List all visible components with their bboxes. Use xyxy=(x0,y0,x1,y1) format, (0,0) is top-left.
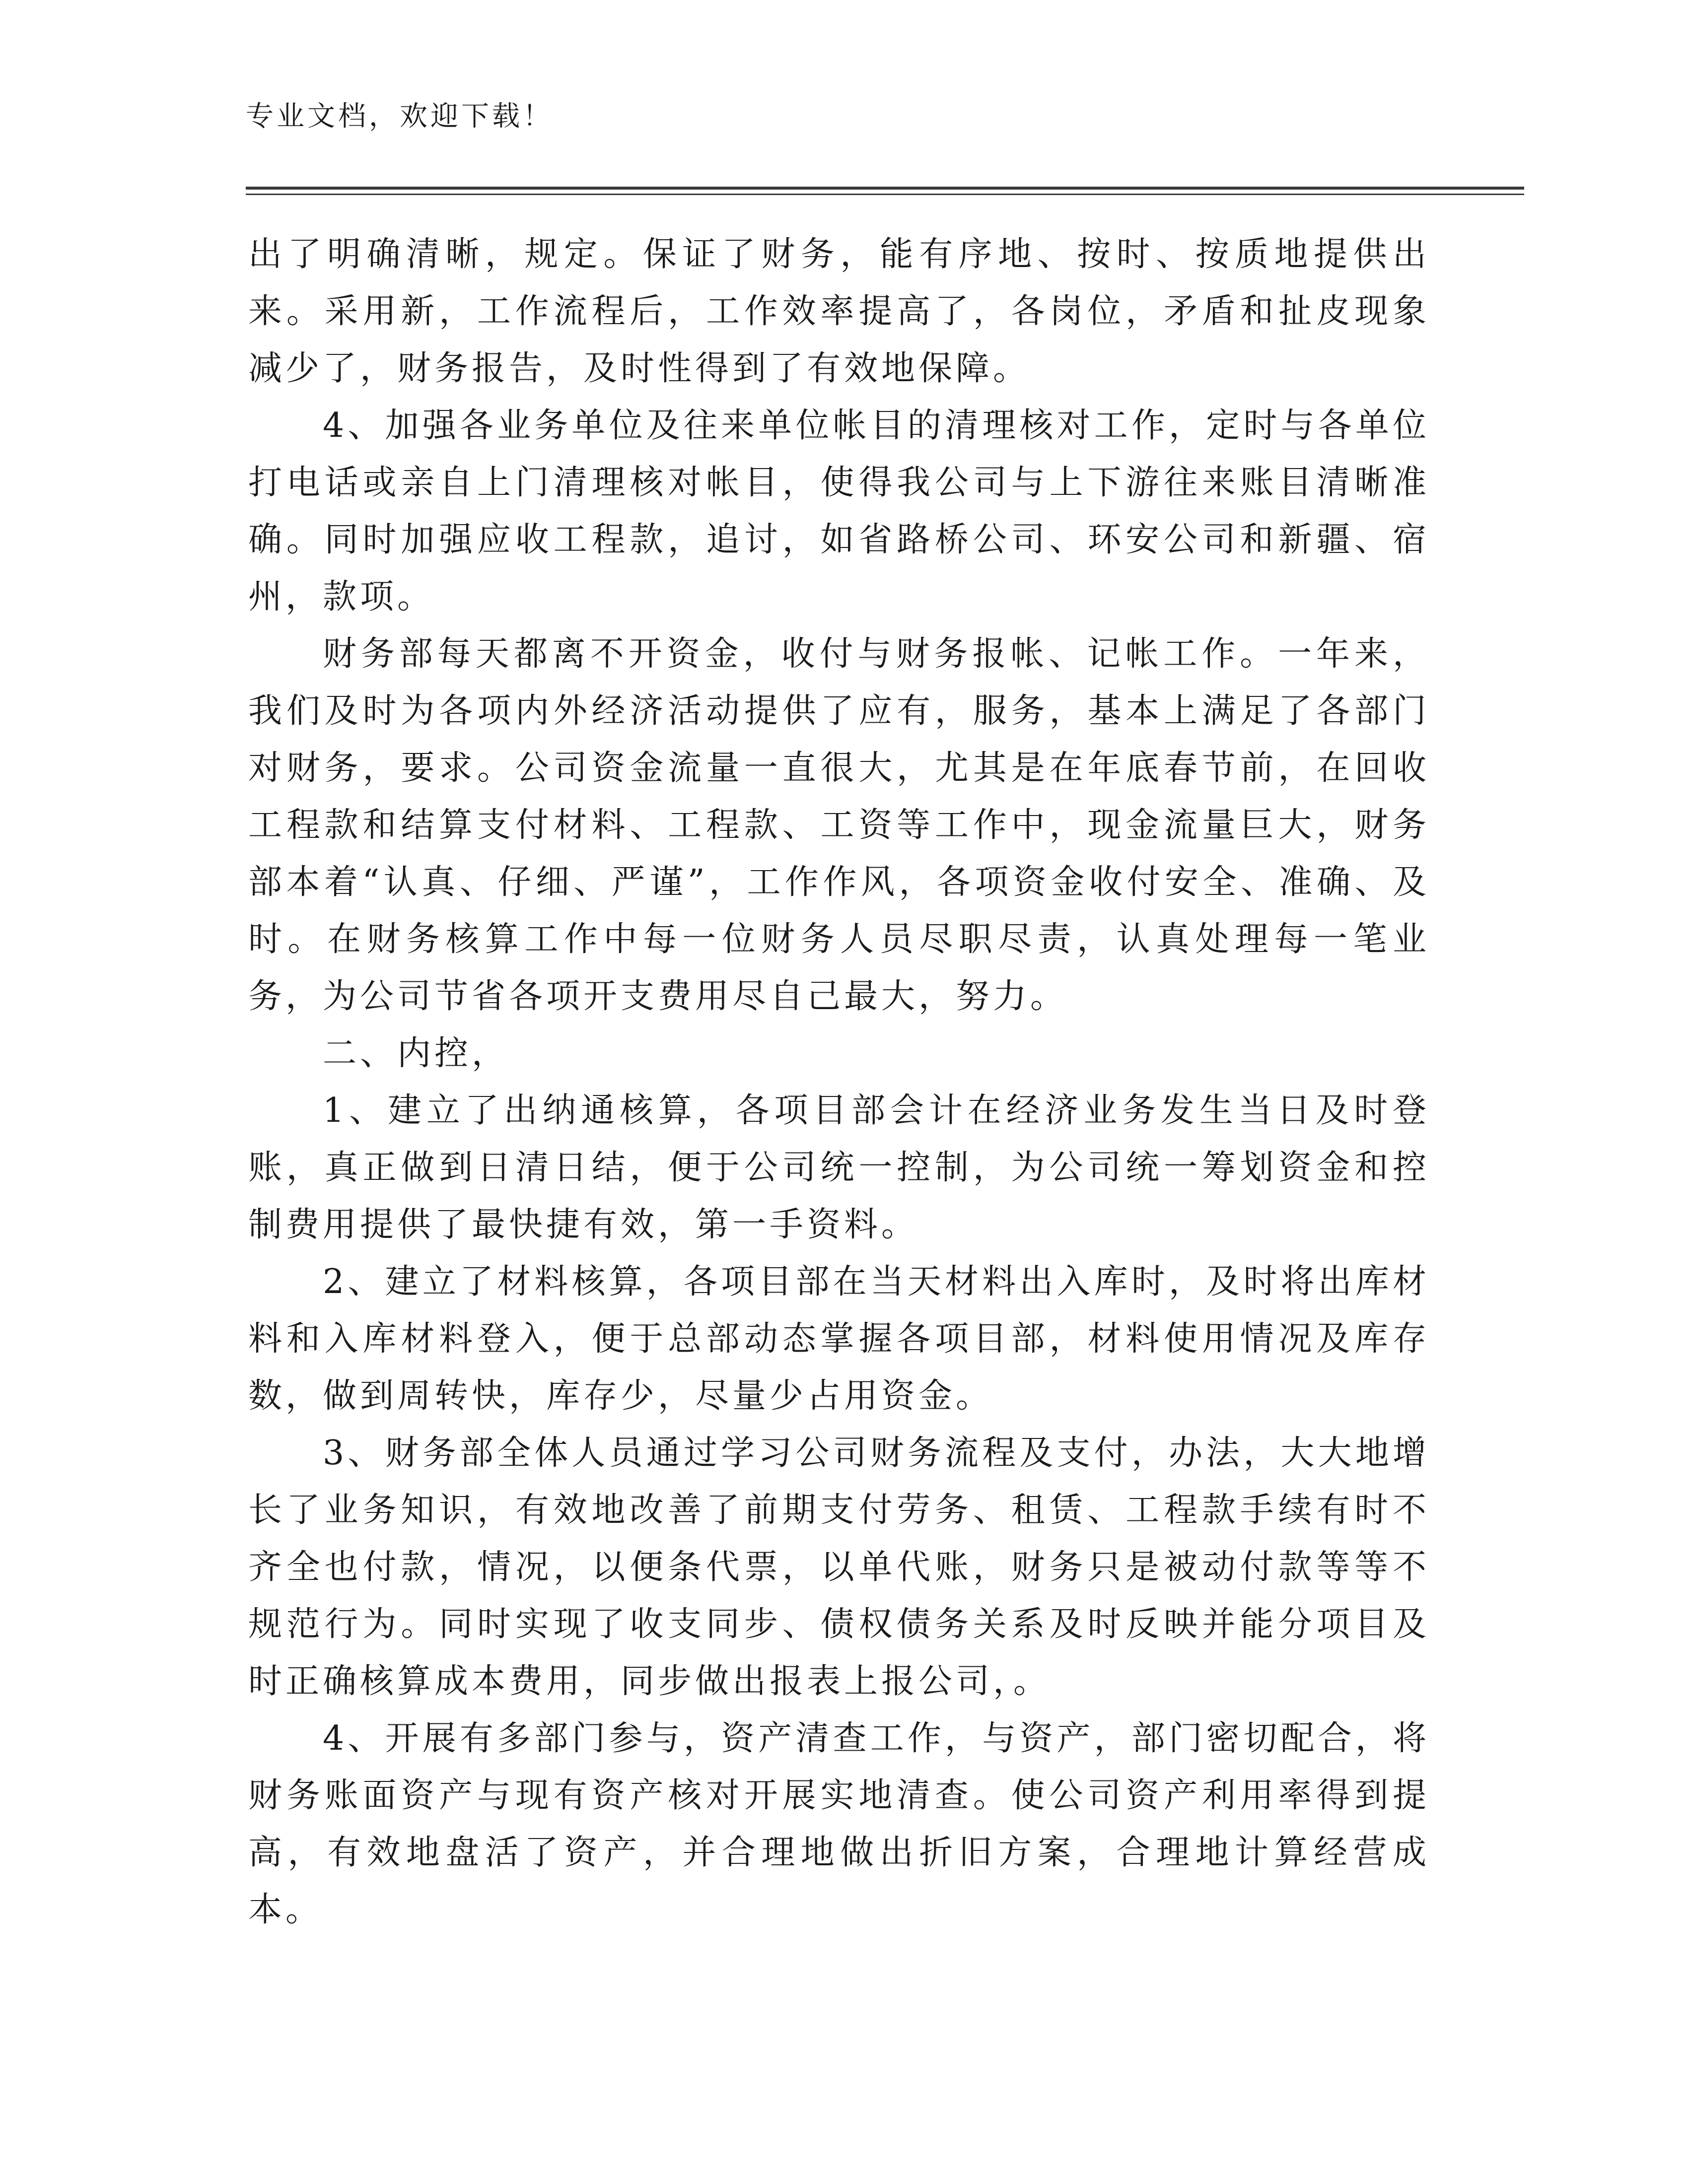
document-body xyxy=(248,226,1430,1938)
document-header: 专业文档，欢迎下载！ xyxy=(246,100,554,133)
paragraph-continuation: 出了明确清晰，规定。保证了财务，能有序地、按时、按质地提供出来。采用新，工作流程后，工作效率提高了，各岗位，矛盾和扯皮现象减少了，财务报告，及时性得到了有效地保障。 xyxy=(248,235,1430,388)
header-divider-thick xyxy=(246,187,1524,190)
section-heading-internal-control: 二、内控， xyxy=(323,1034,509,1073)
paragraph-item-3-procedures: 3、财务部全体人员通过学习公司财务流程及支付，办法，大大地增长了业务知识，有效地改善了前期支付劳务、租赁、工程款手续有时不齐全也付款，情况，以便条代票，以单代账，财务只是被动付款等等不规范行为。同时实现了收支同步、债权债务关系及时反映并能分项目及时正确核算成本费用，同步做出报表上报公司，。 xyxy=(248,1433,1430,1701)
paragraph-item-4-assets: 4、开展有多部门参与，资产清查工作，与资产，部门密切配合，将财务账面资产与现有资产核对开展实地清查。使公司资产利用率得到提高，有效地盘活了资产，并合理地做出折旧方案，合理地计算经营成本。 xyxy=(248,1719,1430,1929)
paragraph-funds-management: 财务部每天都离不开资金，收付与财务报帐、记帐工作。一年来，我们及时为各项内外经济活动提供了应有，服务，基本上满足了各部门对财务，要求。公司资金流量一直很大，尤其是在年底春节前，在回收工程款和结算支付材料、工程款、工资等工作中，现金流量巨大，财务部本着“认真、仔细、严谨”，工作作风，各项资金收付安全、准确、及时。在财务核算工作中每一位财务人员尽职尽责，认真处理每一笔业务，为公司节省各项开支费用尽自己最大，努力。 xyxy=(248,634,1430,1016)
paragraph-item-2-materials: 2、建立了材料核算，各项目部在当天材料出入库时，及时将出库材料和入库材料登入，便于总部动态掌握各项目部，材料使用情况及库存数，做到周转快，库存少，尽量少占用资金。 xyxy=(248,1262,1430,1416)
paragraph-item-4-reconciliation: 4、加强各业务单位及往来单位帐目的清理核对工作，定时与各单位打电话或亲自上门清理核对帐目，使得我公司与上下游往来账目清晰准确。同时加强应收工程款，追讨，如省路桥公司、环安公司和新疆、宿州，款项。 xyxy=(248,406,1430,616)
paragraph-item-1-cashier: 1、建立了出纳通核算，各项目部会计在经济业务发生当日及时登账，真正做到日清日结，便于公司统一控制，为公司统一筹划资金和控制费用提供了最快捷有效，第一手资料。 xyxy=(248,1091,1430,1244)
header-divider-thin xyxy=(246,194,1524,195)
